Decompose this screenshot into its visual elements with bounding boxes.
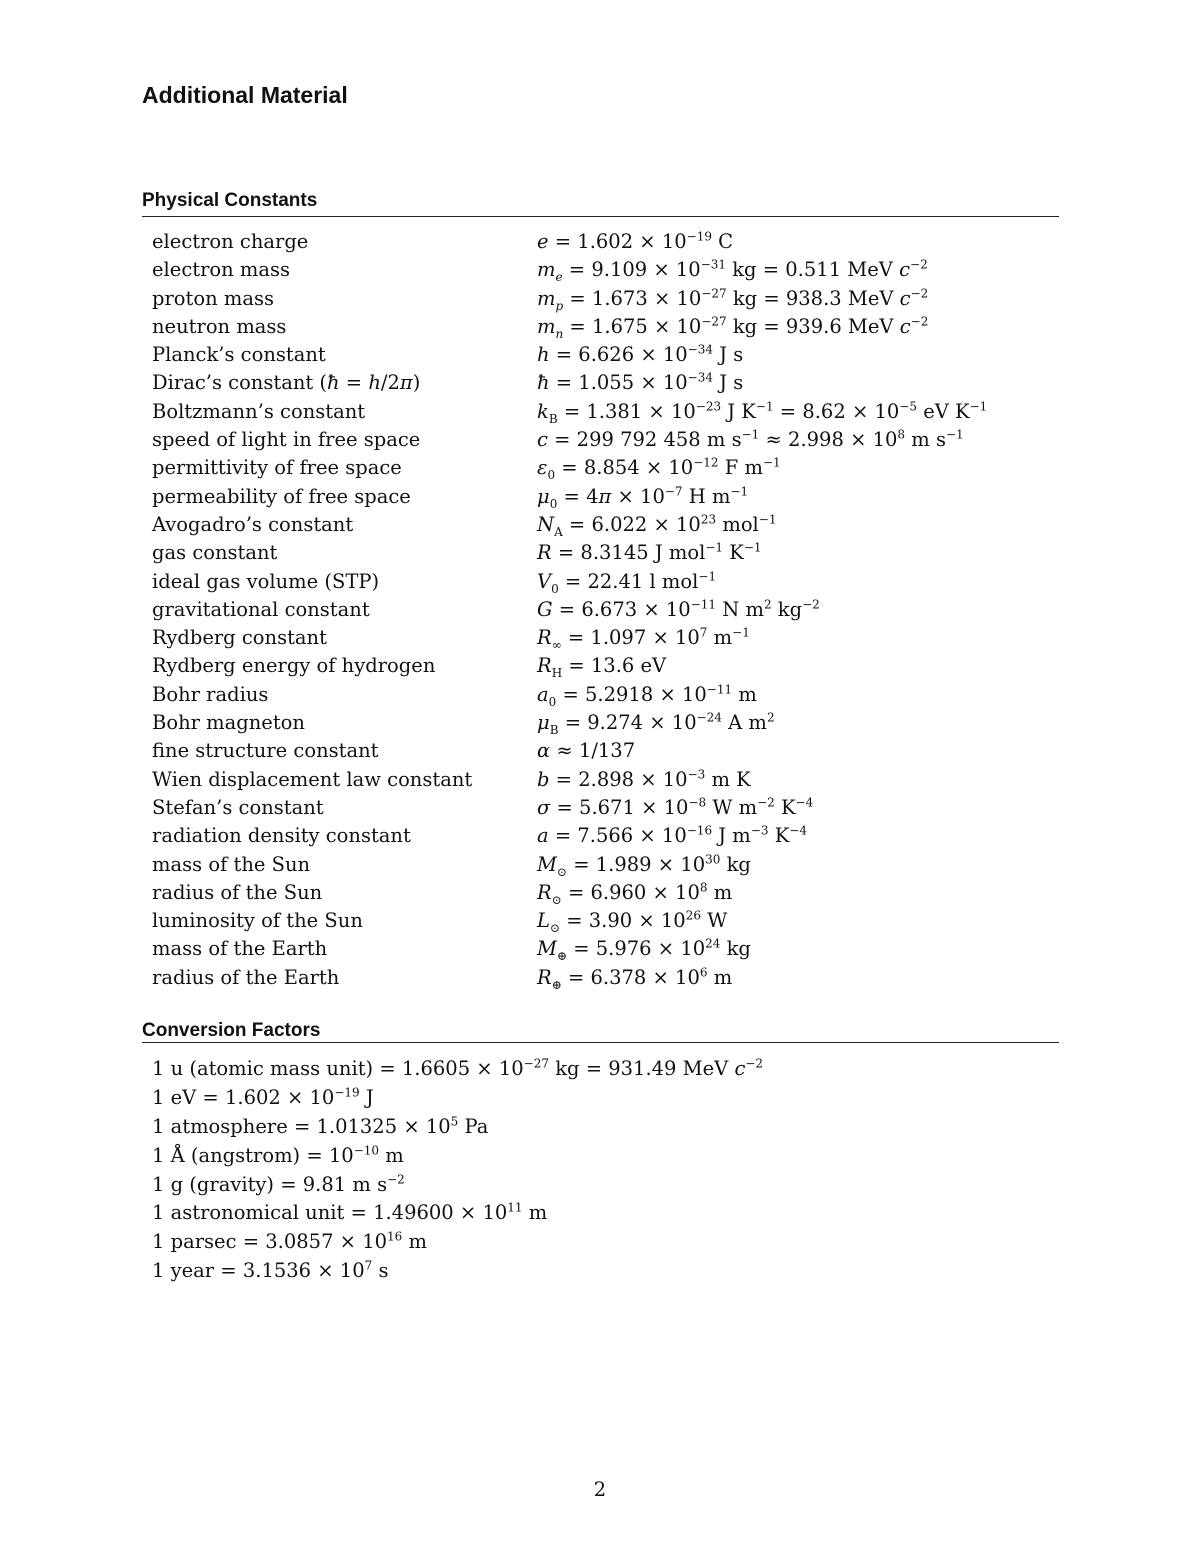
constant-row xyxy=(152,709,1052,737)
constant-row xyxy=(152,794,1052,822)
constant-value: c = 299 792 458 m $s^{-1} \approx 2.998 \times 10^8$ m $s^{-1}$ xyxy=(537,427,964,452)
constant-value: $h = 6.626 \times 10^{-34}$ J s xyxy=(537,342,744,367)
constant-value: $M_⊙ = 1.989 \times 10^{30}$ kg xyxy=(537,852,751,879)
constant-name: luminosity of the Sun xyxy=(152,909,363,933)
constant-value: $a = 7.566 \times 10^{-16}$ J $m^{-3}$ $K^{-4}$ xyxy=(537,823,807,848)
constant-row xyxy=(152,398,1052,426)
constant-value: $M_\oplus = 5.976 \times 10^{24}$ kg xyxy=(537,936,751,964)
constant-value: $L_⊙ = 3.90 \times 10^{26}$ W xyxy=(537,908,728,936)
constant-name: ideal gas volume (STP) xyxy=(152,569,380,593)
page-title: Additional Material xyxy=(142,82,348,108)
constant-value: $m_e = 9.109 \times 10^{-31}$ kg = 0.511 MeV $c^{-2}$ xyxy=(537,257,928,285)
conversion-row: 1 u (atomic mass unit) = $1.6605 \times 10^{-27}$ kg = 931.49 MeV $c^{-2}$ xyxy=(152,1056,764,1080)
constant-row xyxy=(152,879,1052,907)
constant-row xyxy=(152,737,1052,765)
constant-name: mass of the Sun xyxy=(152,852,311,876)
constant-name: Rydberg constant xyxy=(152,626,327,650)
constant-row xyxy=(152,596,1052,624)
conversion-row: 1 g (gravity) = 9.81 m $s^{-2}$ xyxy=(152,1172,405,1196)
constant-row xyxy=(152,652,1052,680)
constant-name: mass of the Earth xyxy=(152,937,328,961)
page-number: 2 xyxy=(593,1478,607,1501)
conversion-factors-heading: Conversion Factors xyxy=(142,1020,321,1041)
constant-row xyxy=(152,285,1052,313)
constant-name: Planck’s constant xyxy=(152,343,326,367)
conversion-row: 1 $parsec = 3.0857 \times 10^{16}$ m xyxy=(152,1229,428,1254)
constant-name: radiation density constant xyxy=(152,824,411,848)
constant-value: $m_p = 1.673 \times 10^{-27}$ kg = 938.3 MeV $c^{-2}$ xyxy=(537,286,929,313)
conversion-row: 1 eV = $1.602 \times 10^{-19}$ J xyxy=(152,1085,374,1109)
constant-name: electron charge xyxy=(152,230,309,253)
constant-name: speed of light in free space xyxy=(152,428,421,452)
constant-value: $R_\oplus = 6.378 \times 10^6$ m xyxy=(537,965,733,992)
constant-name: Dirac’s constant (ħ = h/2π) xyxy=(152,371,421,395)
constant-name: neutron mass xyxy=(152,314,287,338)
constant-name: Wien displacement law constant xyxy=(152,767,473,791)
constant-row xyxy=(152,483,1052,511)
constant-row xyxy=(152,907,1052,935)
constant-value: $R_\infty = 1.097 \times 10^7$ $m^{-1}$ xyxy=(537,625,750,653)
constant-row xyxy=(152,568,1052,596)
constant-name: Avogadro’s constant xyxy=(152,512,354,536)
constant-name: proton mass xyxy=(152,286,275,310)
constant-row xyxy=(152,539,1052,567)
constant-row xyxy=(152,624,1052,652)
physical-constants-heading: Physical Constants xyxy=(142,190,318,211)
constant-value: ħ = $1.055 \times 10^{-34}$ J s xyxy=(537,370,744,395)
constant-name: fine structure constant xyxy=(152,739,379,763)
conversion-factors-rule xyxy=(142,1042,1059,1043)
constant-row xyxy=(152,341,1052,369)
constant-row xyxy=(152,511,1052,539)
conversion-row: 1 atmosphere = $1.01325 \times 10^5$ Pa xyxy=(152,1114,489,1138)
constant-row xyxy=(152,851,1052,879)
constant-name: Bohr magneton xyxy=(152,711,305,735)
constant-value: $b = 2.898 \times 10^{-3}$ m K xyxy=(537,767,751,791)
constant-row xyxy=(152,454,1052,482)
constant-value: $\mu_B = 9.274 \times 10^{-24}$ A $m^2$ xyxy=(537,710,775,737)
constant-name: permeability of free space xyxy=(152,484,411,508)
constant-name: gas constant xyxy=(152,541,278,565)
constant-row xyxy=(152,681,1052,709)
constant-value: $V_0 = 22.41$ l mol$^{-1}$ xyxy=(537,569,717,596)
constant-row xyxy=(152,426,1052,454)
constant-value: $R_⊙ = 6.960 \times 10^8$ m xyxy=(537,880,733,907)
constant-name: electron mass xyxy=(152,258,291,282)
constant-row xyxy=(152,766,1052,794)
constant-value: R = 8.3145 J mol$^{-1}$ $K^{-1}$ xyxy=(537,540,762,565)
constant-value: $\mu_0 = 4\pi \times 10^{-7}$ H $m^{-1}$ xyxy=(537,484,749,511)
constant-value: $R_H = 13.6$ eV xyxy=(537,654,667,681)
conversion-row: 1 year = $3.1536 \times 10^7$ s xyxy=(152,1258,389,1283)
constant-value: α ≈ 1/137 xyxy=(537,739,636,763)
constant-value: $\sigma = 5.671 \times 10^{-8}$ W $m^{-2}$ $K^{-4}$ xyxy=(537,795,814,819)
constant-row xyxy=(152,935,1052,963)
constant-row xyxy=(152,369,1052,397)
constant-name: radius of the Sun xyxy=(152,880,323,904)
constant-name: Stefan’s constant xyxy=(152,795,324,819)
physical-constants-rule xyxy=(142,216,1059,217)
constant-row xyxy=(152,313,1052,341)
constant-row xyxy=(152,822,1052,850)
constant-value: $G = 6.673 \times 10^{-11}$ N $m^2$ $kg^{-2}$ xyxy=(537,597,820,621)
constant-value: $e = 1.602 \times 10^{-19}$ C xyxy=(537,229,734,253)
constant-name: Boltzmann’s constant xyxy=(152,399,366,423)
constant-name: Bohr radius xyxy=(152,682,269,706)
constant-value: $k_B = 1.381 \times 10^{-23}$ J $K^{-1} = 8.62 \times 10^{-5}$ eV $K^{-1}$ xyxy=(537,399,988,426)
conversion-row: 1 Å (angstrom) = $10^{-10}$ m xyxy=(152,1143,404,1167)
constant-row xyxy=(152,256,1052,284)
constant-name: Rydberg energy of hydrogen xyxy=(152,654,436,678)
constant-row xyxy=(152,964,1052,992)
constant-value: $a_0 = 5.2918 \times 10^{-11}$ m xyxy=(537,682,757,709)
constant-name: permittivity of free space xyxy=(152,456,402,480)
conversion-factors-list xyxy=(152,1054,763,1285)
constant-value: $\varepsilon_0 = 8.854 \times 10^{-12}$ F $m^{-1}$ xyxy=(537,455,781,483)
conversion-row: 1 astronomical unit = $1.49600 \times 10^{11}$ m xyxy=(152,1200,548,1225)
constant-name: gravitational constant xyxy=(152,597,370,621)
constant-name: radius of the Earth xyxy=(152,965,340,989)
physical-constants-list xyxy=(152,228,1052,992)
constant-value: $N_A = 6.022 \times 10^{23}$ mol$^{-1}$ xyxy=(537,512,777,539)
constant-value: $m_n = 1.675 \times 10^{-27}$ kg = 939.6 MeV $c^{-2}$ xyxy=(537,314,929,341)
constant-row xyxy=(152,228,1052,256)
